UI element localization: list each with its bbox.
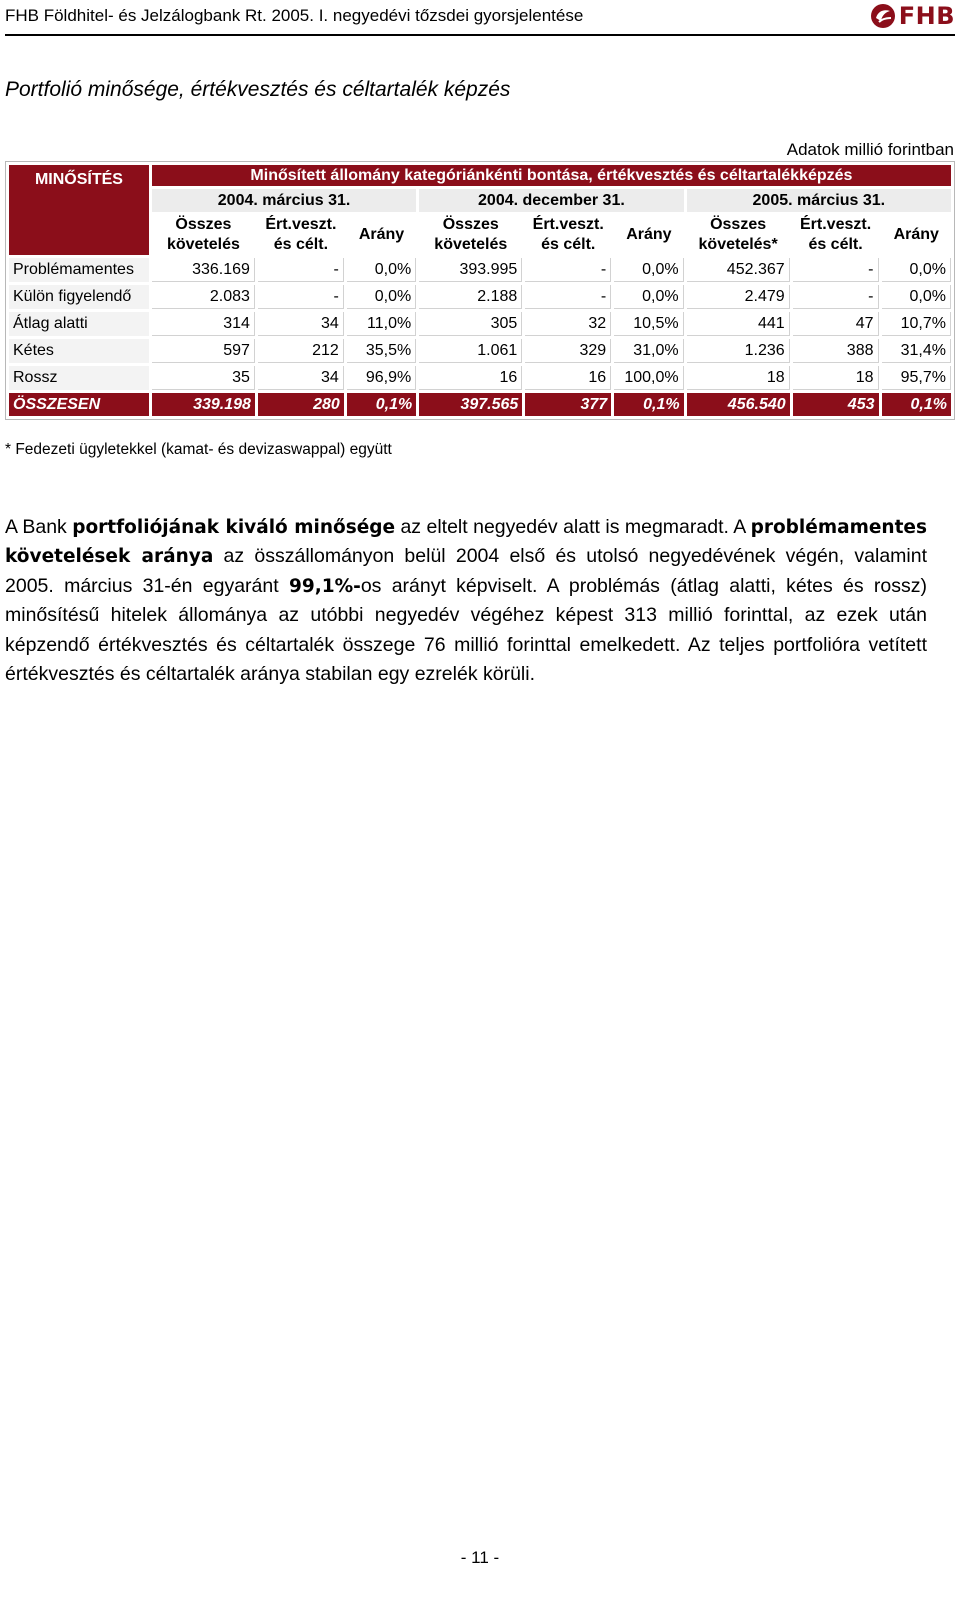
column-header: Arány (358, 226, 405, 243)
table-cell: 95,7% (882, 366, 952, 390)
column-header: Arány (893, 226, 939, 243)
table-cell: 388 (793, 339, 879, 363)
body-paragraph: A Bank portfoliójának kiváló minősége az eltelt negyedév alatt is megmaradt. A problémamentes követelések aránya az összállományon belül 2004 első és utolsó negyedévének végén, valamint 2005. március 31-én egyaránt 99,1%-os arányt képviselt. A problémás (átlag alatti, kétes és rossz) minősítésű hitelek állománya az utóbbi negyedév végéhez képest 313 millió forinttal, az ezek után képzendő értékvesztés és céltartalék összege 76 millió forinttal emelkedett. Az teljes portfolióra vetített értékvesztés és céltartalék aránya stabilan egy ezrelék körüli. (5, 515, 928, 685)
total-cell: 339.198 (152, 393, 255, 416)
table-cell: 35 (152, 366, 255, 390)
table-cell: 2.188 (419, 285, 522, 309)
period-row (9, 189, 951, 212)
table-cell: - (258, 285, 344, 309)
column-header: Összes követelés (166, 216, 240, 253)
table-cell: 0,0% (614, 258, 683, 282)
fhb-logo (870, 2, 955, 30)
row-label: Külön figyelendő (9, 285, 149, 309)
table-cell: 16 (525, 366, 611, 390)
table-cell: 329 (525, 339, 611, 363)
table-cell: 0,0% (882, 258, 952, 282)
table-row (9, 312, 951, 336)
table-cell: - (793, 285, 879, 309)
table-cell: 336.169 (152, 258, 255, 282)
column-header: Ért.veszt. és célt. (532, 216, 604, 253)
table-cell: 212 (258, 339, 344, 363)
table-cell: 47 (793, 312, 879, 336)
table-cell: - (258, 258, 344, 282)
table-cell: 1.061 (419, 339, 522, 363)
table-cell: 10,5% (614, 312, 683, 336)
table-cell: - (525, 258, 611, 282)
table-cell: 34 (258, 312, 344, 336)
table-cell: 0,0% (347, 258, 416, 282)
period-header: 2005. március 31. (687, 189, 951, 212)
page-header (5, 0, 955, 36)
portfolio-quality-table (5, 161, 955, 420)
logo-text: FHB (898, 2, 955, 30)
row-label: Rossz (9, 366, 149, 390)
header-title: FHB Földhitel- és Jelzálogbank Rt. 2005. I. negyedévi tőzsdei gyorsjelentése (5, 6, 584, 25)
table-footnote: * Fedezeti ügyletekkel (kamat- és devizaswappal) együtt (5, 441, 392, 458)
table-cell: 1.236 (687, 339, 790, 363)
column-header-row (9, 215, 951, 255)
table-title: Minősített állomány kategóriánkénti bontása, értékvesztés és céltartalékképzés (152, 165, 951, 186)
total-cell: 456.540 (687, 393, 790, 416)
total-cell: 0,1% (614, 393, 683, 416)
table-cell: - (525, 285, 611, 309)
table-cell: 441 (687, 312, 790, 336)
table-cell: 31,0% (614, 339, 683, 363)
total-cell: 0,1% (882, 393, 952, 416)
table-cell: 32 (525, 312, 611, 336)
column-header: Ért.veszt. és célt. (800, 216, 872, 253)
total-cell: 280 (258, 393, 344, 416)
table-cell: 10,7% (882, 312, 952, 336)
page-number: - 11 - (460, 1548, 500, 1567)
table-cell: 31,4% (882, 339, 952, 363)
table-title-row (9, 165, 951, 186)
table-row (9, 366, 951, 390)
total-cell: 453 (793, 393, 879, 416)
table-cell: - (793, 258, 879, 282)
row-label: Kétes (9, 339, 149, 363)
table-row (9, 285, 951, 309)
table-cell: 11,0% (347, 312, 416, 336)
table-cell: 34 (258, 366, 344, 390)
table-cell: 96,9% (347, 366, 416, 390)
row-label: Problémamentes (9, 258, 149, 282)
column-header: Arány (626, 226, 672, 243)
table-cell: 2.083 (152, 285, 255, 309)
table-cell: 0,0% (882, 285, 952, 309)
fhb-emblem-icon (870, 3, 896, 29)
section-title: Portfolió minősége, értékvesztés és céltartalék képzés (5, 78, 511, 101)
table-cell: 18 (687, 366, 790, 390)
table-cell: 18 (793, 366, 879, 390)
total-cell: 377 (525, 393, 611, 416)
table-cell: 2.479 (687, 285, 790, 309)
table-cell: 597 (152, 339, 255, 363)
table-cell: 0,0% (347, 285, 416, 309)
table-cell: 100,0% (614, 366, 683, 390)
table-cell: 393.995 (419, 258, 522, 282)
table-cell: 305 (419, 312, 522, 336)
table-cell: 0,0% (614, 285, 683, 309)
table-cell: 452.367 (687, 258, 790, 282)
table-row (9, 339, 951, 363)
column-header: Összes követelés (434, 216, 508, 253)
total-cell: 0,1% (347, 393, 416, 416)
table-cell: 16 (419, 366, 522, 390)
row-label: Átlag alatti (9, 312, 149, 336)
table-cell: 314 (152, 312, 255, 336)
column-header: Ért.veszt. és célt. (265, 216, 337, 253)
column-header: Összes követelés* (698, 216, 778, 253)
total-label: ÖSSZESEN (9, 393, 149, 416)
table-row (9, 258, 951, 282)
period-header: 2004. március 31. (152, 189, 416, 212)
total-row (9, 393, 951, 416)
table-cell: 35,5% (347, 339, 416, 363)
total-cell: 397.565 (419, 393, 522, 416)
row-header-minosites: MINŐSÍTÉS (9, 165, 149, 255)
period-header: 2004. december 31. (419, 189, 683, 212)
unit-note: Adatok millió forintban (786, 140, 954, 159)
